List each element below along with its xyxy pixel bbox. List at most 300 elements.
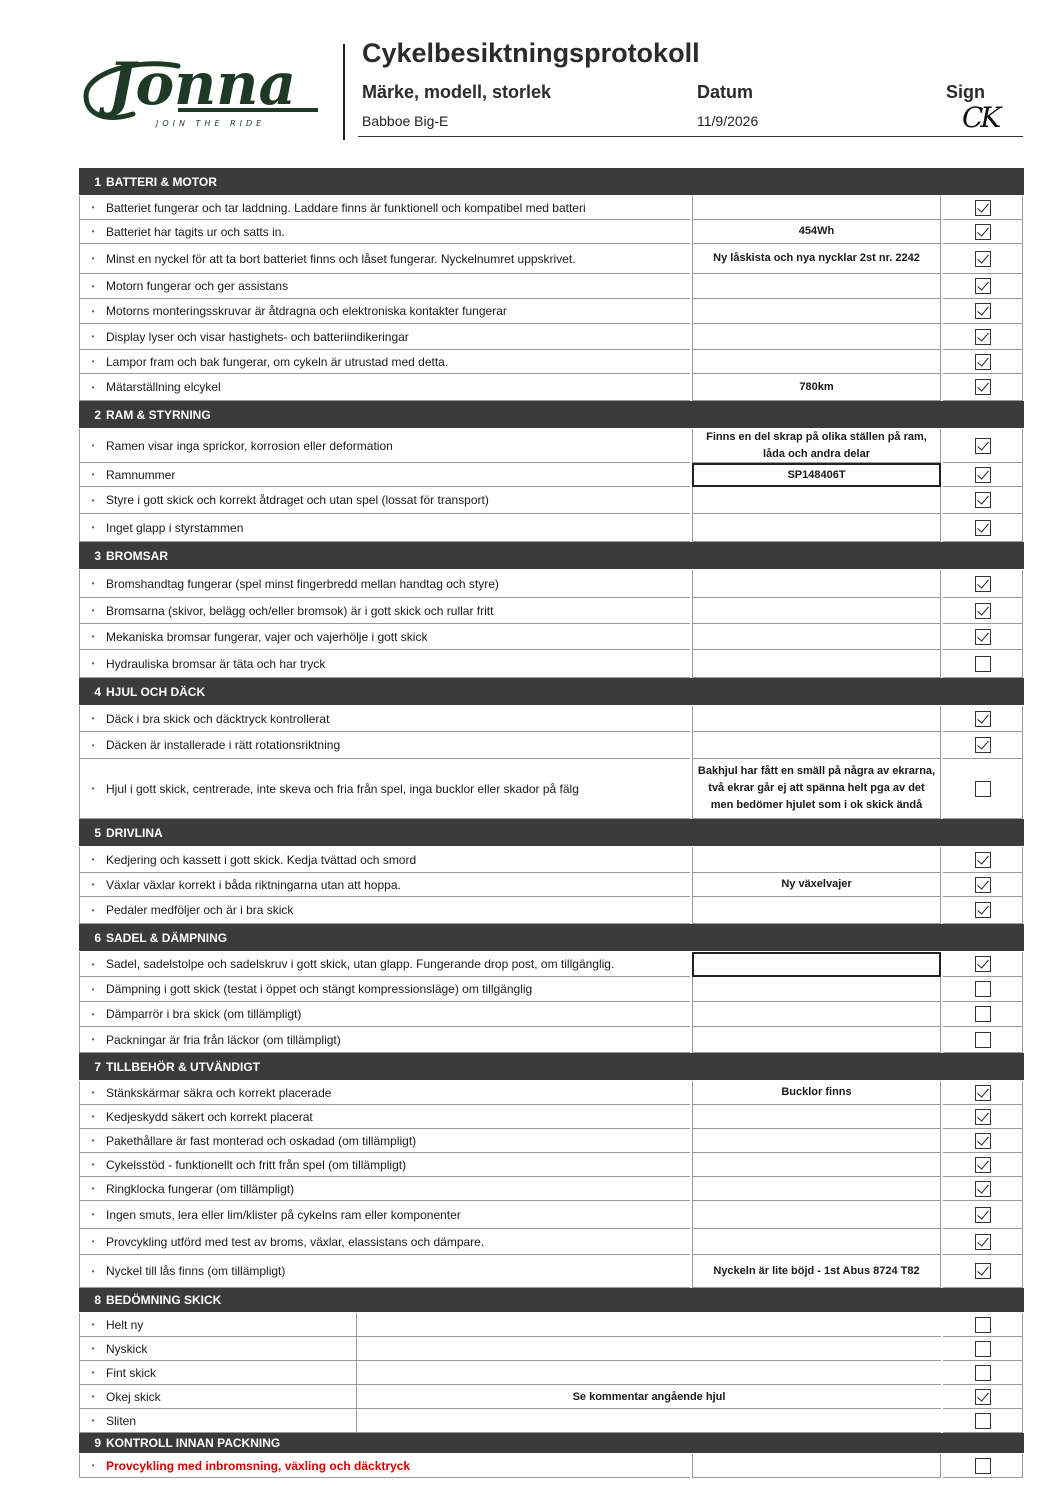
checkbox-checked[interactable] <box>975 438 991 454</box>
checkbox-checked[interactable] <box>975 1133 991 1149</box>
item-text-cell <box>79 1177 690 1201</box>
bullet-icon: • <box>91 606 95 615</box>
item-comment-field[interactable] <box>692 977 941 1002</box>
item-text-cell <box>79 220 690 244</box>
item-check-cell <box>943 299 1023 324</box>
checklist-row <box>79 196 1024 220</box>
item-check-cell <box>943 650 1023 678</box>
checkbox-empty[interactable] <box>975 1032 991 1048</box>
item-check-cell <box>943 732 1023 759</box>
bullet-icon: • <box>91 1237 95 1246</box>
item-text-cell <box>79 274 690 299</box>
checklist-row <box>79 1105 1024 1129</box>
checklist-row <box>79 897 1024 924</box>
checklist-row <box>79 1361 1024 1385</box>
item-text-cell <box>79 1201 690 1229</box>
section-number: 1 <box>94 174 101 189</box>
header-underline <box>358 136 1023 137</box>
item-comment-field[interactable] <box>692 299 941 324</box>
checkbox-checked[interactable] <box>975 576 991 592</box>
checkbox-empty[interactable] <box>975 1458 991 1474</box>
checkbox-checked[interactable] <box>975 379 991 395</box>
checklist-row <box>79 350 1024 374</box>
date-label: Datum <box>697 82 754 102</box>
checklist-row <box>79 1129 1024 1153</box>
item-check-cell <box>943 514 1023 542</box>
checkbox-checked[interactable] <box>975 737 991 753</box>
item-text-cell <box>79 1153 690 1177</box>
section-header-7 <box>79 1053 1024 1081</box>
item-label: Bromshandtag fungerar (spel minst fingerbredd mellan handtag och styre) <box>106 576 499 591</box>
item-check-cell <box>943 1153 1023 1177</box>
item-check-cell <box>943 374 1023 401</box>
checkbox-checked[interactable] <box>975 251 991 267</box>
checklist-row <box>79 1409 1024 1433</box>
checkbox-checked[interactable] <box>975 492 991 508</box>
item-comment-field[interactable] <box>692 570 941 598</box>
section-header-4 <box>79 678 1024 706</box>
item-comment-field[interactable] <box>692 1105 941 1129</box>
bullet-icon: • <box>91 880 95 889</box>
item-comment-field[interactable]: Bakhjul har fått en smäll på några av ekrarna, två ekrar går ej att spänna helt pga av det men bedömer hjulet som i ok skick ändå <box>692 759 941 819</box>
checklist-row <box>79 1177 1024 1201</box>
item-label: Kedjering och kassett i gott skick. Kedja tvättad och smord <box>106 852 417 867</box>
bullet-icon: • <box>91 905 95 915</box>
section-number: 4 <box>94 684 101 699</box>
logo-text: Jonna <box>108 50 297 118</box>
item-comment-field[interactable] <box>357 1361 941 1385</box>
item-check-cell <box>943 1454 1023 1478</box>
bullet-icon: • <box>91 281 95 291</box>
item-check-cell <box>943 324 1023 350</box>
checklist-row <box>79 570 1024 598</box>
checklist-row <box>79 1002 1024 1027</box>
item-comment-field[interactable] <box>692 897 941 924</box>
section-title: TILLBEHÖR & UTVÄNDIGT <box>106 1059 260 1074</box>
item-check-cell <box>943 847 1023 873</box>
item-text-cell <box>79 732 690 759</box>
item-text-cell <box>79 952 690 977</box>
checkbox-checked[interactable] <box>975 956 991 972</box>
checklist-row <box>79 873 1024 897</box>
section-number: 8 <box>94 1293 101 1307</box>
item-label: Dämparrör i bra skick (om tillämpligt) <box>106 1007 302 1021</box>
item-label: Däck i bra skick och däcktryck kontrollerat <box>106 711 330 726</box>
checklist-row <box>79 1027 1024 1053</box>
checklist-row <box>79 706 1024 732</box>
checkbox-checked[interactable] <box>975 711 991 727</box>
page-title: Cykelbesiktningsprotokoll <box>362 38 700 68</box>
section-title: SADEL & DÄMPNING <box>106 930 228 945</box>
item-comment-field[interactable]: Nyckeln är lite böjd - 1st Abus 8724 T82 <box>692 1255 941 1288</box>
checkbox-checked[interactable] <box>975 877 991 893</box>
item-text-cell <box>79 1027 690 1053</box>
bullet-icon: • <box>91 714 95 723</box>
bullet-icon: • <box>91 740 95 750</box>
bullet-icon: • <box>91 784 95 793</box>
checkbox-empty[interactable] <box>975 981 991 997</box>
section-number: 2 <box>94 407 101 422</box>
item-check-cell <box>943 1129 1023 1153</box>
item-check-cell <box>943 1081 1023 1105</box>
bullet-icon: • <box>91 579 95 588</box>
item-label: Batteriet fungerar och tar laddning. Laddare finns är funktionell och kompatibel med batteri <box>106 200 586 215</box>
bullet-icon: • <box>91 1320 95 1329</box>
bullet-icon: • <box>91 1136 95 1145</box>
item-check-cell <box>943 1313 1023 1337</box>
item-text-cell <box>79 1385 357 1409</box>
bullet-icon: • <box>91 382 95 392</box>
item-label: Sliten <box>106 1413 137 1428</box>
checklist-row <box>79 1153 1024 1177</box>
section-header-5 <box>79 819 1024 847</box>
bullet-icon: • <box>91 632 95 641</box>
section-title: BATTERI & MOTOR <box>106 174 217 189</box>
item-text-cell <box>79 706 690 732</box>
checkbox-empty[interactable] <box>975 1365 991 1381</box>
bullet-icon: • <box>91 1461 95 1470</box>
item-text-cell <box>79 350 690 374</box>
item-comment-field[interactable]: Ny växelvajer <box>692 873 941 897</box>
item-check-cell <box>943 1361 1023 1385</box>
checklist-row <box>79 487 1024 514</box>
item-check-cell <box>943 1201 1023 1229</box>
item-label: Display lyser och visar hastighets- och batteriindikeringar <box>106 329 409 344</box>
item-text-cell <box>79 1229 690 1255</box>
checklist-row <box>79 374 1024 401</box>
section-number: 5 <box>94 825 101 840</box>
checkbox-checked[interactable] <box>975 467 991 483</box>
checkbox-checked[interactable] <box>975 603 991 619</box>
bullet-icon: • <box>91 1035 95 1044</box>
item-text-cell <box>79 196 690 220</box>
item-check-cell <box>943 624 1023 650</box>
item-comment-field[interactable] <box>692 514 941 542</box>
item-label: Ramnummer <box>106 467 176 482</box>
checkbox-checked[interactable] <box>975 1263 991 1279</box>
item-check-cell <box>943 1105 1023 1129</box>
bullet-icon: • <box>91 306 95 316</box>
checklist-row <box>79 274 1024 299</box>
bullet-icon: • <box>91 1266 95 1276</box>
bullet-icon: • <box>91 1392 95 1401</box>
section-title: BEDÖMNING SKICK <box>106 1293 222 1307</box>
checklist-row <box>79 1201 1024 1229</box>
item-check-cell <box>943 1385 1023 1409</box>
checkbox-empty[interactable] <box>975 1317 991 1333</box>
item-text-cell <box>79 463 690 487</box>
item-comment-field[interactable] <box>692 1201 941 1229</box>
section-header-2 <box>79 401 1024 429</box>
item-comment-field[interactable] <box>692 952 941 977</box>
section-title: HJUL OCH DÄCK <box>106 684 206 699</box>
item-comment-field[interactable] <box>692 1229 941 1255</box>
bullet-icon: • <box>91 659 95 668</box>
item-comment-field[interactable]: Bucklor finns <box>692 1081 941 1105</box>
item-text-cell <box>79 759 690 819</box>
item-label: Fint skick <box>106 1365 157 1380</box>
checklist-row <box>79 463 1024 487</box>
section-number: 3 <box>94 548 101 563</box>
bullet-icon: • <box>91 203 95 212</box>
checkbox-checked[interactable] <box>975 329 991 345</box>
item-comment-field[interactable]: 454Wh <box>692 220 941 244</box>
item-comment-field[interactable] <box>692 624 941 650</box>
item-comment-field[interactable] <box>692 1002 941 1027</box>
item-check-cell <box>943 220 1023 244</box>
logo-tagline: JOIN THE RIDE <box>156 119 266 128</box>
item-label: Motorn fungerar och ger assistans <box>106 279 289 293</box>
bullet-icon: • <box>91 227 95 236</box>
section-header-1 <box>79 168 1024 196</box>
model-value[interactable]: Babboe Big-E <box>362 113 449 129</box>
checkbox-empty[interactable] <box>975 1413 991 1429</box>
checkbox-checked[interactable] <box>975 278 991 294</box>
checkbox-checked[interactable] <box>975 852 991 868</box>
item-text-cell <box>79 429 690 463</box>
checklist-row <box>79 324 1024 350</box>
item-text-cell <box>79 873 690 897</box>
item-label: Pedaler medföljer och är i bra skick <box>106 903 294 917</box>
date-value[interactable]: 11/9/2026 <box>697 113 759 129</box>
item-text-cell <box>79 624 690 650</box>
item-check-cell <box>943 274 1023 299</box>
item-check-cell <box>943 1229 1023 1255</box>
bullet-icon: • <box>91 254 95 263</box>
checklist-row <box>79 1337 1024 1361</box>
checkbox-checked[interactable] <box>975 1181 991 1197</box>
item-label: Nyskick <box>106 1341 148 1356</box>
item-comment-field[interactable] <box>692 1177 941 1201</box>
item-text-cell <box>79 374 690 401</box>
sign-label: Sign <box>946 82 985 102</box>
checklist-row <box>79 514 1024 542</box>
bullet-icon: • <box>91 984 95 994</box>
checkbox-empty[interactable] <box>975 1341 991 1357</box>
item-text-cell <box>79 847 690 873</box>
section-number: 9 <box>94 1436 101 1450</box>
item-comment-field[interactable]: 780km <box>692 374 941 401</box>
checklist-row <box>79 299 1024 324</box>
section-number: 6 <box>94 930 101 945</box>
item-check-cell <box>943 1255 1023 1288</box>
checkbox-empty[interactable] <box>975 656 991 672</box>
item-check-cell <box>943 1002 1023 1027</box>
item-label: Cykelsstöd - funktionellt och fritt från spel (om tillämpligt) <box>106 1157 407 1172</box>
item-label: Kedjeskydd säkert och korrekt placerat <box>106 1109 313 1124</box>
checklist-row <box>79 732 1024 759</box>
item-label: Ingen smuts, lera eller lim/klister på cykelns ram eller komponenter <box>106 1207 461 1222</box>
bullet-icon: • <box>91 441 95 450</box>
checklist-row <box>79 598 1024 624</box>
item-label: Däcken är installerade i rätt rotationsriktning <box>106 738 341 752</box>
section-header-6 <box>79 924 1024 952</box>
item-check-cell <box>943 429 1023 463</box>
item-text-cell <box>79 324 690 350</box>
bullet-icon: • <box>91 523 95 532</box>
item-comment-field[interactable] <box>692 350 941 374</box>
checkbox-checked[interactable] <box>975 303 991 319</box>
checkbox-empty[interactable] <box>975 1006 991 1022</box>
item-text-cell <box>79 1129 690 1153</box>
item-text-cell <box>79 570 690 598</box>
section-header-8 <box>79 1288 1024 1313</box>
item-comment-field[interactable] <box>692 706 941 732</box>
item-comment-field[interactable] <box>692 196 941 220</box>
item-label: Hjul i gott skick, centrerade, inte skeva och fria från spel, inga bucklor eller skador på fälg <box>106 781 579 796</box>
item-comment-field[interactable]: Se kommentar angående hjul <box>357 1385 941 1409</box>
item-check-cell <box>943 873 1023 897</box>
section-number: 7 <box>94 1059 101 1074</box>
bullet-icon: • <box>91 1184 95 1193</box>
section-title: DRIVLINA <box>106 825 163 840</box>
item-label: Motorns monteringsskruvar är åtdragna och elektroniska kontakter fungerar <box>106 304 507 318</box>
bullet-icon: • <box>91 1344 95 1353</box>
item-text-cell <box>79 897 690 924</box>
checkbox-checked[interactable] <box>975 200 991 216</box>
item-label: Provcykling utförd med test av broms, växlar, elassistans och dämpare. <box>106 1234 485 1249</box>
bullet-icon: • <box>91 1160 95 1169</box>
item-label: Ramen visar inga sprickor, korrosion eller deformation <box>106 438 393 453</box>
checkbox-empty[interactable] <box>975 781 991 797</box>
checklist-row <box>79 759 1024 819</box>
section-title: BROMSAR <box>106 548 168 563</box>
item-label: Växlar växlar korrekt i båda riktningarna utan att hoppa. <box>106 877 401 892</box>
item-label: Nyckel till lås finns (om tillämpligt) <box>106 1264 286 1278</box>
item-text-cell <box>79 1409 357 1433</box>
item-check-cell <box>943 1027 1023 1053</box>
item-text-cell <box>79 1081 690 1105</box>
item-label: Mätarställning elcykel <box>106 380 221 394</box>
item-text-cell <box>79 977 690 1002</box>
item-text-cell <box>79 650 690 678</box>
item-comment-field[interactable] <box>692 598 941 624</box>
item-comment-field[interactable] <box>692 487 941 514</box>
checkbox-checked[interactable] <box>975 1109 991 1125</box>
item-comment-field[interactable] <box>692 650 941 678</box>
checkbox-checked[interactable] <box>975 520 991 536</box>
bullet-icon: • <box>91 1210 95 1219</box>
checklist-row <box>79 244 1024 274</box>
item-check-cell <box>943 706 1023 732</box>
item-check-cell <box>943 1337 1023 1361</box>
checklist-row <box>79 1313 1024 1337</box>
item-comment-field[interactable] <box>692 274 941 299</box>
checklist-form <box>79 168 1024 1478</box>
checkbox-checked[interactable] <box>975 224 991 240</box>
section-header-9 <box>79 1433 1024 1454</box>
item-comment-field[interactable] <box>357 1409 941 1433</box>
item-text-cell <box>79 1454 690 1478</box>
item-comment-field[interactable]: Ny låskista och nya nycklar 2st nr. 2242 <box>692 244 941 274</box>
item-label: Mekaniska bromsar fungerar, vajer och vajerhölje i gott skick <box>106 629 428 644</box>
item-label: Provcykling med inbromsning, växling och däcktryck <box>106 1458 411 1473</box>
checklist-row <box>79 1255 1024 1288</box>
checkbox-checked[interactable] <box>975 902 991 918</box>
item-text-cell <box>79 1105 690 1129</box>
item-check-cell <box>943 463 1023 487</box>
item-label: Batteriet har tagits ur och satts in. <box>106 224 285 239</box>
checkbox-checked[interactable] <box>975 354 991 370</box>
item-comment-field[interactable] <box>692 732 941 759</box>
item-text-cell <box>79 1313 357 1337</box>
item-comment-field[interactable] <box>692 1454 941 1478</box>
item-comment-field[interactable]: SP148406T <box>692 463 941 487</box>
item-comment-field[interactable] <box>692 1129 941 1153</box>
item-comment-field[interactable] <box>692 324 941 350</box>
item-comment-field[interactable] <box>357 1337 941 1361</box>
checklist-row <box>79 977 1024 1002</box>
item-label: Minst en nyckel för att ta bort batteriet finns och låset fungerar. Nyckelnumret uppskrivet. <box>106 251 576 266</box>
item-check-cell <box>943 1177 1023 1201</box>
item-check-cell <box>943 977 1023 1002</box>
checkbox-checked[interactable] <box>975 1207 991 1223</box>
section-title: KONTROLL INNAN PACKNING <box>106 1436 281 1450</box>
bullet-icon: • <box>91 1368 95 1377</box>
model-label: Märke, modell, storlek <box>362 82 552 102</box>
section-header-3 <box>79 542 1024 570</box>
bullet-icon: • <box>91 357 95 366</box>
item-text-cell <box>79 1361 357 1385</box>
item-comment-field[interactable] <box>357 1313 941 1337</box>
checklist-row <box>79 624 1024 650</box>
item-comment-field[interactable]: Finns en del skrap på olika ställen på ram, låda och andra delar <box>692 429 941 463</box>
item-label: Pakethållare är fast monterad och oskadad (om tillämpligt) <box>106 1133 417 1148</box>
checkbox-checked[interactable] <box>975 1157 991 1173</box>
section-title: RAM & STYRNING <box>106 407 211 422</box>
item-comment-field[interactable] <box>692 847 941 873</box>
jonna-logo <box>78 44 323 130</box>
bullet-icon: • <box>91 495 95 505</box>
item-check-cell <box>943 952 1023 977</box>
checkbox-checked[interactable] <box>975 1389 991 1405</box>
checkbox-checked[interactable] <box>975 629 991 645</box>
checklist-row <box>79 220 1024 244</box>
item-text-cell <box>79 1255 690 1288</box>
bullet-icon: • <box>91 959 95 969</box>
checklist-row <box>79 1081 1024 1105</box>
item-label: Okej skick <box>106 1389 161 1404</box>
item-label: Inget glapp i styrstammen <box>106 520 244 535</box>
checkbox-checked[interactable] <box>975 1234 991 1250</box>
signature[interactable]: CK <box>962 101 999 134</box>
bullet-icon: • <box>91 332 95 341</box>
bullet-icon: • <box>91 1112 95 1121</box>
item-comment-field[interactable] <box>692 1153 941 1177</box>
item-text-cell <box>79 299 690 324</box>
checklist-row <box>79 952 1024 977</box>
bullet-icon: • <box>91 470 95 479</box>
item-label: Lampor fram och bak fungerar, om cykeln är utrustad med detta. <box>106 354 449 369</box>
bullet-icon: • <box>91 1088 95 1097</box>
item-text-cell <box>79 487 690 514</box>
item-check-cell <box>943 897 1023 924</box>
item-text-cell <box>79 514 690 542</box>
bullet-icon: • <box>91 1009 95 1019</box>
item-check-cell <box>943 487 1023 514</box>
checklist-row <box>79 1385 1024 1409</box>
item-check-cell <box>943 759 1023 819</box>
checklist-row <box>79 847 1024 873</box>
bullet-icon: • <box>91 855 95 864</box>
item-label: Sadel, sadelstolpe och sadelskruv i gott skick, utan glapp. Fungerande drop post, om tillgänglig. <box>106 957 615 971</box>
checkbox-checked[interactable] <box>975 1085 991 1101</box>
item-check-cell <box>943 570 1023 598</box>
checklist-row <box>79 650 1024 678</box>
item-label: Dämpning i gott skick (testat i öppet och stängt kompressionsläge) om tillgänglig <box>106 982 533 996</box>
checklist-row <box>79 1454 1024 1478</box>
item-comment-field[interactable] <box>692 1027 941 1053</box>
